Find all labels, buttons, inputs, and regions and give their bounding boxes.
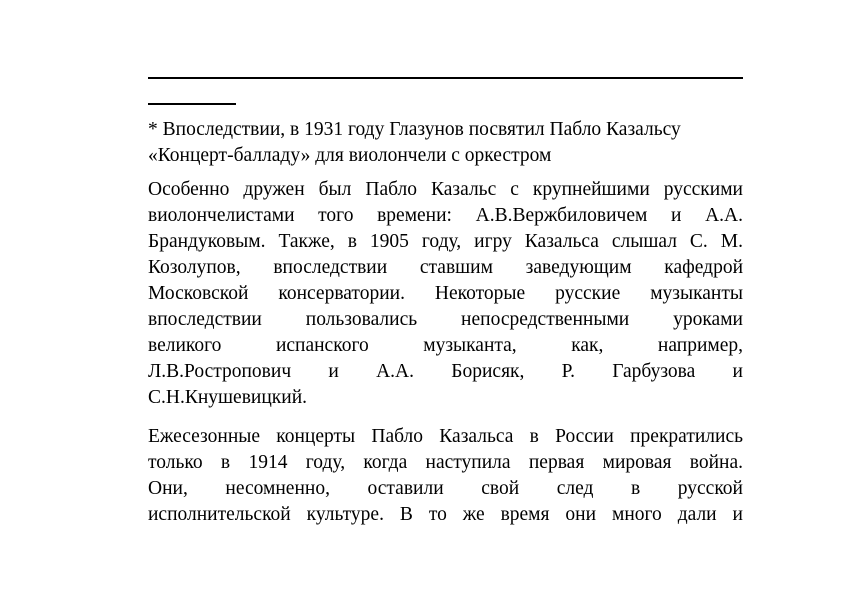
footnote-separator-long [148, 77, 743, 79]
text-line: исполнительской культуре. В то же время они много дали и [148, 504, 743, 525]
footnote-line: * Впоследствии, в 1931 году Глазунов посвятил Пабло Казальсу [148, 119, 681, 140]
text-line: Московской консерватории. Некоторые русские музыканты [148, 283, 743, 304]
paragraph-2 [148, 424, 743, 528]
text-line: Брандуковым. Также, в 1905 году, игру Казальса слышал С. М. [148, 231, 743, 252]
text-line: Особенно дружен был Пабло Казальс с крупнейшими русскими [148, 179, 743, 200]
text-line: С.Н.Кнушевицкий. [148, 387, 307, 408]
text-line: виолончелистами того времени: А.В.Вержбиловичем и А.А. [148, 205, 743, 226]
footnote-line: «Концерт-балладу» для виолончели с оркестром [148, 145, 552, 166]
footnote [148, 117, 743, 169]
text-line: Ежесезонные концерты Пабло Казальса в России прекратились [148, 426, 743, 447]
text-line: Л.В.Ростропович и А.А. Борисяк, Р. Гарбузова и [148, 361, 743, 382]
text-line: впоследствии пользовались непосредственными уроками [148, 309, 743, 330]
text-line: великого испанского музыканта, как, например, [148, 335, 743, 356]
text-line: Козолупов, впоследствии ставшим заведующим кафедрой [148, 257, 743, 278]
text-line: только в 1914 году, когда наступила первая мировая война. [148, 452, 743, 473]
footnote-separator-short [148, 103, 236, 105]
text-line: Они, несомненно, оставили свой след в русской [148, 478, 743, 499]
paragraph-1 [148, 177, 743, 411]
